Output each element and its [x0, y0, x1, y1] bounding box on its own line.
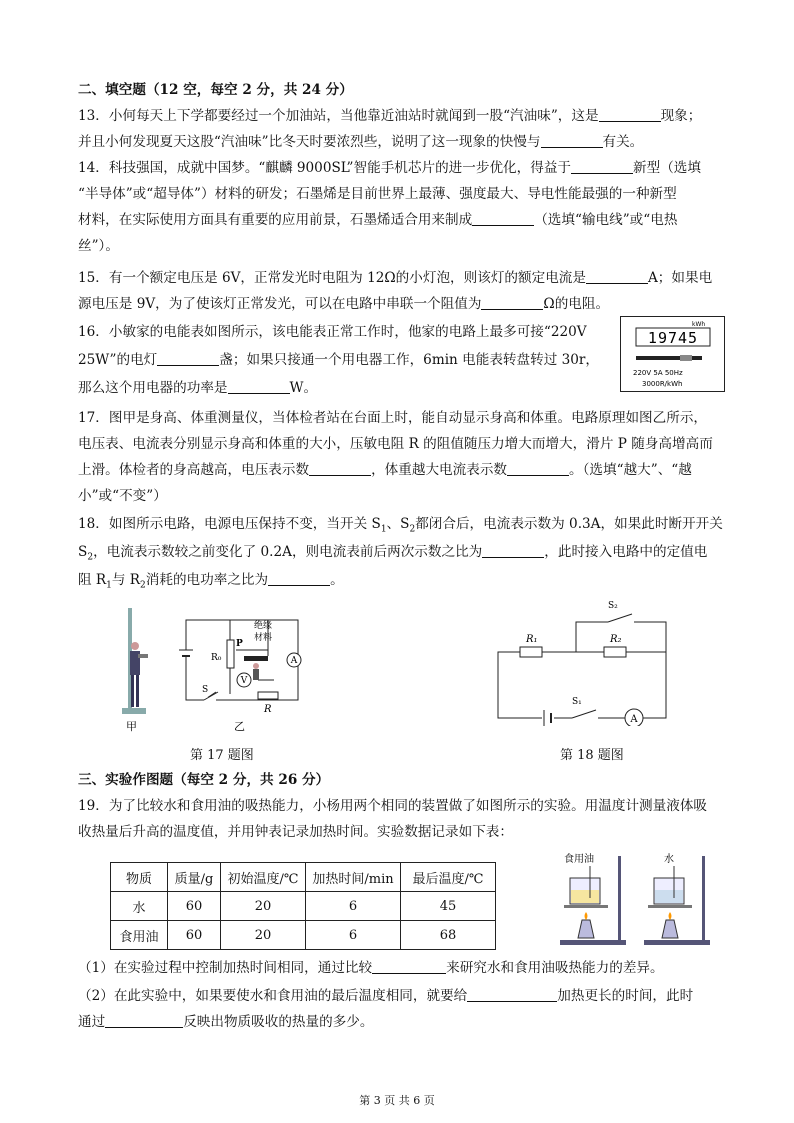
slider-p-label: P	[236, 639, 243, 649]
table-header-row: 物质 质量/g 初始温度/℃ 加热时间/min 最后温度/℃	[111, 863, 496, 892]
svg-text:R₁: R₁	[526, 634, 538, 645]
apparatus-oil	[560, 856, 626, 945]
q17-blank1[interactable]	[309, 461, 371, 476]
q16-line2: 25W”的电灯 盏；如果只接通一个用电器工作，6min 电能表转盘转过 30r，	[78, 352, 599, 368]
svg-text:R: R	[264, 704, 272, 715]
figure-17	[108, 604, 308, 736]
q19-blank3[interactable]	[105, 1013, 183, 1028]
table-row: 食用油 60 20 6 68	[111, 921, 496, 950]
svg-text:S₁: S₁	[572, 697, 582, 707]
q14-line1: 14．科技强国，成就中国梦。“麒麟 9000SL”智能手机芯片的进一步优化，得益于 新型（选填	[78, 160, 701, 176]
page-footer: 第 3 页 共 6 页	[359, 1094, 435, 1107]
q18-blank1[interactable]	[482, 543, 544, 558]
fig17-caption: 第 17 题图	[190, 748, 254, 763]
r1-resistor	[520, 647, 542, 657]
q19-line2: 收热量后升高的温度值，并用钟表记录加热时间。实验数据记录如下表：	[78, 824, 513, 840]
q16-blank1[interactable]	[157, 351, 219, 366]
q14-blank2[interactable]	[472, 211, 534, 226]
switch-s-label: S	[202, 685, 209, 695]
label-oil: 食用油	[564, 854, 594, 865]
q13-line1: 13．小何每天上下学都要经过一个加油站，当他靠近油站时就闻到一股“汽油味”，这是 现象；	[78, 108, 702, 124]
q13-blank2[interactable]	[541, 133, 603, 148]
meter-rate: 3000R/kWh	[642, 380, 683, 388]
q17-line2: 电压表、电流表分别显示身高和体重的大小，压敏电阻 R 的阻值随压力增大而增大，滑片 P 随身高增高而	[78, 436, 713, 452]
svg-text:A: A	[290, 656, 298, 666]
r-resistor	[258, 692, 278, 699]
fig18-caption: 第 18 题图	[560, 748, 624, 763]
meter-unit: kWh	[692, 321, 706, 328]
q19-p1: （1）在实验过程中控制加热时间相同，通过比较 来研究水和食用油吸热能力的差异。	[78, 960, 664, 976]
q18-blank2[interactable]	[268, 571, 330, 586]
svg-text:S₂: S₂	[608, 601, 618, 611]
q17-line3: 上滑。体检者的身高越高，电压表示数 ，体重越大电流表示数 。（选填“越大”、“越	[78, 462, 692, 478]
q13-line2: 并且小何发现夏天这股“汽油味”比冬天时要浓烈些，说明了这一现象的快慢与 有关。	[78, 134, 644, 150]
q19-blank1[interactable]	[372, 959, 446, 974]
q16-line1: 16．小敏家的电能表如图所示，该电能表正常工作时，他家的电路上最多可接“220V	[78, 324, 587, 340]
q14-line4: 丝”）。	[78, 238, 119, 254]
q19-p2-line2: 通过 反映出物质吸收的热量的多少。	[78, 1014, 374, 1030]
scale-device-illustration	[122, 608, 148, 714]
data-table	[110, 862, 496, 950]
r2-resistor	[604, 647, 626, 657]
q14-line2: “半导体”或“超导体”）材料的研发；石墨烯是目前世界上最薄、强度最大、导电性能最强的一种新型	[78, 186, 677, 202]
q16-line3: 那么这个用电器的功率是 W。	[78, 380, 318, 396]
r0-label: R₀	[211, 653, 222, 663]
figure-18	[490, 596, 690, 726]
q17-blank2[interactable]	[507, 461, 569, 476]
r0-resistor	[227, 640, 234, 668]
q19-p2-line1: （2）在此实验中，如果要使水和食用油的最后温度相同，就要给 加热更长的时间，此时	[78, 988, 694, 1004]
table-row: 水 60 20 6 45	[111, 892, 496, 921]
q14-line3: 材料，在实际使用方面具有重要的应用前景，石墨烯适合用来制成 （选填“输电线”或“电热	[78, 212, 678, 228]
insulator-label-2: 材料	[254, 633, 273, 643]
q15-blank2[interactable]	[481, 295, 543, 310]
svg-text:A: A	[630, 714, 638, 725]
q15-line2: 源电压是 9V，为了使该灯正常发光，可以在电路中串联一个阻值为 Ω的电阻。	[78, 296, 610, 312]
heating-apparatus-figure	[556, 850, 716, 950]
q16-blank2[interactable]	[228, 379, 290, 394]
q17-line4: 小”或“不变”）	[78, 488, 167, 504]
meter-disk	[636, 356, 702, 360]
section2-title: 二、填空题（12 空，每空 2 分，共 24 分）	[78, 82, 353, 98]
section3-title: 三、实验作图题（每空 2 分，共 26 分）	[78, 772, 330, 788]
q17-line1: 17．图甲是身高、体重测量仪，当体检者站在台面上时，能自动显示身高和体重。电路原理如图乙所示，	[78, 410, 708, 426]
q18-line2: $S_2$，电流表示数较之前变化了 0.2A，则电流表前后两次示数之比为 ，此时接入电路中的定值电	[78, 544, 708, 563]
energy-meter-figure	[620, 316, 725, 392]
q18-line1: 18．如图所示电路，电源电压保持不变，当开关 $S_1$、$S_2$都闭合后，电流表示数为 0.3A，如果此时断开开关	[78, 516, 723, 535]
fig17-label-jia: 甲	[126, 720, 137, 733]
insulator-label-1: 绝缘	[254, 621, 273, 631]
fig17-label-yi: 乙	[234, 720, 245, 733]
apparatus-water	[644, 856, 710, 945]
q15-line1: 15．有一个额定电压是 6V，正常发光时电阻为 12Ω的小灯泡，则该灯的额定电流是 A；如果电	[78, 270, 713, 286]
meter-spec: 220V 5A 50Hz	[633, 369, 683, 377]
meter-digits: 19745	[647, 329, 699, 347]
q19-line1: 19．为了比较水和食用油的吸热能力，小杨用两个相同的装置做了如图所示的实验。用温度计测量液体吸	[78, 798, 708, 814]
q14-blank1[interactable]	[571, 159, 633, 174]
q18-line3: 阻 $R_1$与 $R_2$消耗的电功率之比为 。	[78, 572, 344, 591]
q15-blank1[interactable]	[586, 269, 648, 284]
label-water: 水	[664, 854, 674, 865]
q19-blank2[interactable]	[467, 987, 557, 1002]
svg-text:V: V	[240, 676, 248, 686]
svg-text:R₂: R₂	[610, 634, 622, 645]
q13-blank1[interactable]	[599, 107, 661, 122]
